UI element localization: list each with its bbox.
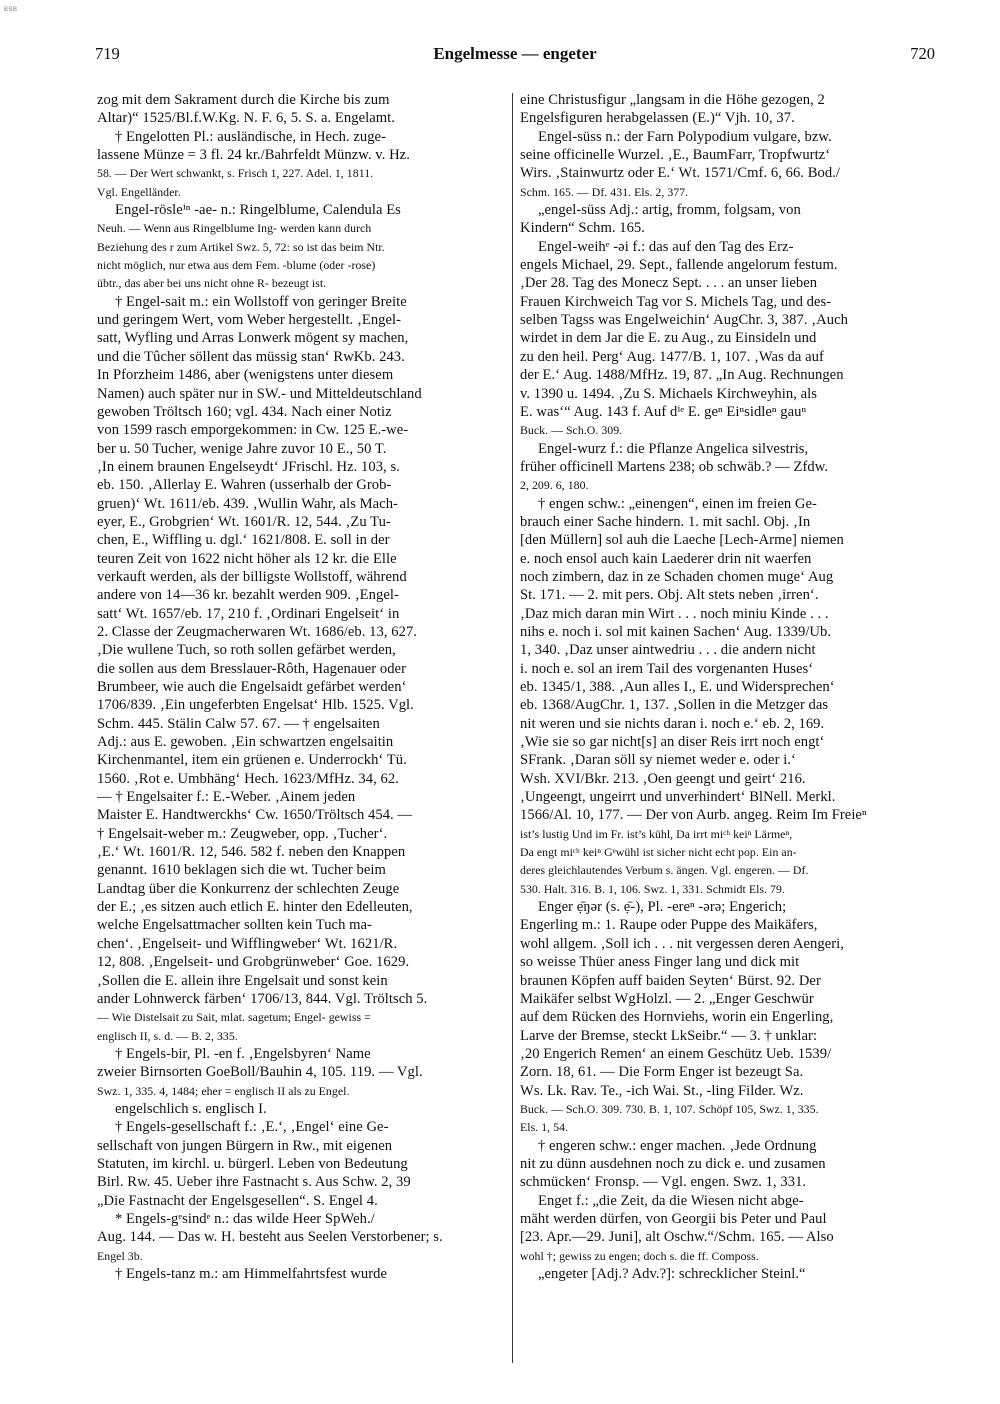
text-line: nit zu dünn ausdehnen noch zu dick e. und zusamen [520,1155,826,1172]
text-line: † Engels-tanz m.: am Himmelfahrtsfest wurde [115,1266,388,1282]
text-line: Adj.: aus E. gewoben. ‚Ein schwartzen engelsaitin [97,734,394,751]
text-line: Engerling m.: 1. Raupe oder Puppe des Maikäfers, [520,917,818,934]
text-line: nit weren und sie nichts daran i. noch e.‘ eb. 2, 169. [520,715,825,732]
text-line: Engel-weihᵉ -əi f.: das auf den Tag des Erz- [538,238,794,255]
text-line: mäht werden dürfen, von Georgii bis Peter und Paul [520,1210,827,1227]
text-line: gruen)‘ Wt. 1611/eb. 439. ‚Wullin Wahr, als Mach- [97,495,398,512]
text-line: ‚20 Engerich Remen‘ an einem Geschütz Ueb. 1539/ [520,1045,832,1062]
text-line: und die Tûcher söllent das müssig stan‘ RwKb. 243. [97,348,405,365]
text-line: Beziehung des r zum Artikel Swz. 5, 72: so ist das beim Ntr. [97,239,385,254]
text-line: teuren Zeit von 1622 nicht höher als 12 kr. die Elle [97,550,397,567]
text-line: 1, 340. ‚Daz unser aintwedriu . . . die andern nicht [520,642,816,659]
text-line: [den Müllern] sol auh die Laeche [Lech-Arme] niemen [520,532,844,549]
text-line: Aug. 144. — Das w. H. besteht aus Seelen Verstorbener; s. [97,1229,443,1246]
text-line: Swz. 1, 335. 4, 1484; eher = englisch II als zu Engel. [97,1083,350,1098]
text-line: e. noch ensol auch kain Laederer drin nit waerfen [520,550,812,567]
text-line: Wsh. XVI/Bkr. 213. ‚Oen geengt und geirt‘ 216. [520,770,806,787]
text-line: Namen) auch später nur in SW.- und Mitteldeutschland [97,385,422,402]
text-line: lassene Münze = 3 fl. 24 kr./Bahrfeldt Münzw. v. Hz. [97,147,410,164]
text-line: † Engels-bir, Pl. -en f. ‚Engelsbyren‘ Name [115,1045,371,1062]
text-line: „Die Fastnacht der Engelsgesellen“. S. Engel 4. [97,1192,378,1209]
text-line: Schm. 165. — Df. 431. Els. 2, 377. [520,184,689,199]
text-line: Kindern“ Schm. 165. [520,220,645,237]
text-line: † Engelotten Pl.: ausländische, in Hech. zuge- [115,128,386,145]
text-line: 2. Classe der Zeugmacherwaren Wt. 1686/eb. 13, 627. [97,623,418,640]
text-line: wohl †; gewiss zu engen; doch s. die ff. Composs. [520,1248,759,1263]
text-line: Altar)“ 1525/Bl.f.W.Kg. N. F. 6, 5. S. a. Engelamt. [97,110,395,127]
text-line: * Engels-gᵉsindᵉ n.: das wilde Heer SpWeh./ [115,1210,375,1227]
text-line: — Wie Distelsait zu Sait, mlat. sagetum; Engel- gewiss = [97,1010,371,1025]
text-line: und geringem Wert, vom Weber hergestellt. ‚Engel- [97,312,402,329]
text-line: eyer, E., Grobgrien‘ Wt. 1601/R. 12, 544. ‚Zu Tu- [97,513,391,530]
text-line: übtr., das aber bei uns nicht ohne R- bezeugt ist. [97,276,327,291]
page-number-right: 720 [910,44,935,63]
text-line: braunen Köpfen auff baiden Seyten‘ Bürst. 92. Der [520,972,821,989]
text-line: 1566/Al. 10, 177. — Der von Aurb. angeg. Reim Im Freieⁿ [520,807,867,824]
text-line: früher officinell Martens 238; ob schwäb.? — Zfdw. [520,458,829,475]
text-line: ‚Wie sie so gar nicht[s] an diser Reis irrt noch engt‘ [520,734,825,751]
text-line: [23. Apr.—29. Juni], alt Oschw.“/Schm. 165. — Also [520,1229,834,1246]
text-line: die sollen aus dem Bresslauer-Rôth, Hagenauer oder [97,660,406,677]
text-line: 1706/839. ‚Ein ungeferbten Engelsat‘ Hlb. 1525. Vgl. [97,697,414,714]
text-line: welche Engelsattmacher sollten kein Tuch ma- [97,917,372,934]
text-line: satt, Wyfling und Arras Lonwerk mögent sy machen, [97,330,409,347]
text-line: eine Christusfigur „langsam in die Höhe gezogen, 2 [520,92,825,108]
text-line: Wirs. ‚Stainwurtz oder E.‘ Wt. 1571/Cmf. 6, 66. Bod./ [520,165,840,182]
text-line: eb. 1345/1, 388. ‚Aun alles I., E. und Widersprechen‘ [520,679,835,695]
text-line: Vgl. Engelländer. [97,184,181,199]
text-line: † Engels-gesellschaft f.: ‚E.‘, ‚Engel‘ eine Ge- [115,1119,389,1136]
text-line: Larve der Bremse, steckt LkSeibr.“ — 3. † unklar: [520,1027,818,1044]
text-line: eb. 150. ‚Allerlay E. Wahren (usserhalb der Grob- [97,477,392,494]
text-line: seine officinelle Wurzel. ‚E., BaumFarr, Tropfwurtz‘ [520,147,831,164]
text-line: ‚Die wullene Tuch, so roth sollen gefärbet werden, [97,642,396,659]
text-line: In Pforzheim 1486, aber (wenigstens unter diesem [97,367,394,384]
text-line: der E.; ‚es sitzen auch etlich E. hinter den Edelleuten, [97,899,413,916]
text-line: Buck. — Sch.O. 309. 730. B. 1, 107. Schöpf 105, Swz. 1, 335. [520,1101,819,1116]
text-line: nihs e. noch i. sol mit kainen Sachen‘ Aug. 1339/Ub. [520,623,832,640]
text-line: Ws. Lk. Rav. Te., -ich Wai. St., -ling Filder. Wz. [520,1082,804,1099]
text-line: † Engel-sait m.: ein Wollstoff von geringer Breite [115,293,407,310]
text-line: Engel-wurz f.: die Pflanze Angelica silvestris, [538,440,809,457]
text-line: Els. 1, 54. [520,1120,569,1135]
text-line: Landtag über die Konkurrenz der schlechten Zeuge [97,880,400,897]
text-line: 1560. ‚Rot e. Umbhäng‘ Hech. 1623/MfHz. 34, 62. [97,770,399,787]
page-number-left: 719 [95,44,120,63]
text-line: † Engelsait-weber m.: Zeugweber, opp. ‚Tucher‘. [97,825,388,842]
text-line: ‚Daz mich daran min Wirt . . . noch miniu Kinde . . . [520,605,829,622]
text-line: ber u. 50 Tucher, wenige Jahre zuvor 10 E., 50 T. [97,440,387,457]
text-line: genannt. 1610 beklagen sich die wt. Tucher beim [97,862,386,879]
text-line: „engel-süss Adj.: artig, fromm, folgsam, von [538,202,801,219]
text-line: ander Lohnwerck färben‘ 1706/13, 844. Vgl. Tröltsch 5. [97,990,428,1007]
text-line: St. 171. — 2. mit pers. Obj. Alt stets neben ‚irren‘. [520,587,819,604]
text-line: i. noch e. sol an irem Tail des vorgenanten Huses‘ [520,660,814,677]
text-line: nicht möglich, nur etwa aus dem Fem. -blume (oder -rose) [97,258,376,273]
page-header [95,44,935,68]
text-line: 2, 209. 6, 180. [520,478,589,493]
text-line: ist’s lustig Und im Fr. ist’s kühl, Da irrt miᶜʰ keiⁿ Lärmeⁿ, [520,826,793,841]
text-line: 530. Halt. 316. B. 1, 106. Swz. 1, 331. Schmidt Els. 79. [520,881,785,896]
text-line: noch zimbern, daz in ze Schaden chomen muge‘ Aug [520,568,834,585]
text-line: Kirchenmantel, item ein grüenen e. Underrockh‘ Tü. [97,752,407,769]
text-line: Enget f.: „die Zeit, da die Wiesen nicht abge- [538,1192,804,1209]
text-line: Frauen Kirchweich Tag vor S. Michels Tag, und des- [520,293,832,310]
text-line: Buck. — Sch.O. 309. [520,423,623,438]
text-line: ‚Der 28. Tag des Monecz Sept. . . . an unser lieben [520,275,818,292]
text-line: ‚Ungeengt, ungeirrt und unverhindert‘ BlNell. Merkl. [520,789,836,806]
text-line: Engel-süss n.: der Farn Polypodium vulgare, bzw. [538,128,832,145]
text-line: eb. 1368/AugChr. 1, 137. ‚Sollen in die Metzger das [520,697,829,714]
text-line: Maister E. Handtwerckhs‘ Cw. 1650/Tröltsch 454. — [97,807,413,824]
text-line: 12, 808. ‚Engelseit- und Grobgrünweber‘ Goe. 1629. [97,954,410,971]
text-line: der E.‘ Aug. 1488/MfHz. 19, 87. „In Aug. Rechnungen [520,367,844,384]
text-line: † engen schw.: „einengen“, einen im freien Ge- [538,495,817,512]
text-line: gewoben Tröltsch 160; vgl. 434. Nach einer Notiz [97,403,392,420]
text-line: E. was‘“ Aug. 143 f. Auf dⁱᵉ E. geⁿ Eiⁿsidleⁿ gauⁿ [520,403,807,420]
text-line: Birl. Rw. 45. Ueber ihre Fastnacht s. Aus Schw. 2, 39 [97,1174,411,1191]
text-line: — † Engelsaiter f.: E.-Weber. ‚Ainem jeden [97,789,356,806]
text-line: v. 1390 u. 1494. ‚Zu S. Michaels Kirchweyhin, als [520,385,817,402]
text-line: zu den heil. Perg‘ Aug. 1477/B. 1, 107. ‚Was da auf [520,348,824,365]
text-line: so weisse Thüer aness Finger lang und dick mit [520,954,800,971]
text-line: zog mit dem Sakrament durch die Kirche bis zum [97,92,390,108]
text-line: Schm. 445. Stälin Calw 57. 67. — † engelsaiten [97,715,380,732]
text-line: auf dem Rücken des Hornviehs, worin ein Engerling, [520,1009,834,1026]
text-line: 58. — Der Wert schwankt, s. Frisch 1, 227. Adel. 1, 1811. [97,166,374,181]
text-line: Enger ẹ̄ŋər (s. ẹ̄-), Pl. -ereⁿ -ərə; Engerich; [538,899,787,916]
text-line: wohl allgem. ‚Soll ich . . . nit vergessen deren Aengeri, [520,935,844,952]
left-column [97,91,503,1381]
text-line: englisch II, s. d. — B. 2, 335. [97,1028,238,1043]
text-line: ‚In einem braunen Engelseydt‘ JFrischl. Hz. 103, s. [97,458,400,475]
text-line: Engelsfiguren herabgelassen (E.)“ Vjh. 10, 37. [520,110,795,127]
text-line: engelschlich s. englisch I. [115,1100,267,1117]
text-line: ‚E.‘ Wt. 1601/R. 12, 546. 582 f. neben den Knappen [97,844,406,861]
text-line: sellschaft von jungen Bürgern in Rw., mit eigenen [97,1137,393,1154]
text-line: Engel-rösleⁱⁿ -ae- n.: Ringelblume, Calendula Es [115,202,401,219]
text-line: engels Michael, 29. Sept., fallende angelorum festum. [520,257,838,274]
text-line: Engel 3b. [97,1248,143,1263]
text-line: andere von 14—36 kr. bezahlt werden 909. ‚Engel- [97,587,399,604]
text-line: Zorn. 18, 61. — Die Form Enger ist bezeugt Sa. [520,1064,804,1081]
text-line: Brumbeer, wie auch die Engelsaidt gefärbet werden‘ [97,679,407,695]
text-line: von 1599 rasch emporgekommen: in Cw. 125 E.-we- [97,422,409,439]
text-line: verkauft werden, als der billigste Wollstoff, während [97,568,407,585]
text-line: Neuh. — Wenn aus Ringelblume Ing- werden kann durch [97,221,372,236]
text-line: Da engt miᶜʰ keiⁿ Gᵉwühl ist sicher nicht echt pop. Ein an- [520,845,797,860]
text-line: Maikäfer selbst WgHolzl. — 2. „Enger Geschwür [520,990,814,1007]
text-line: satt‘ Wt. 1657/eb. 17, 210 f. ‚Ordinari Engelseit‘ in [97,605,400,622]
text-line: „engeter [Adj.? Adv.?]: schrecklicher Steinl.“ [538,1266,806,1282]
text-line: chen‘. ‚Engelseit- und Wifflingweber‘ Wt. 1621/R. [97,935,398,952]
page-title: Engelmesse — engeter [433,44,597,63]
library-stamp: BSB [4,7,18,13]
text-line: † engeren schw.: enger machen. ‚Jede Ordnung [538,1137,817,1154]
text-line: SFrank. ‚Daran söll sy niemet weder e. oder i.‘ [520,752,796,769]
text-line: deres gleichlautendes Verbum s. ängen. Vgl. engeren. — Df. [520,863,809,878]
column-divider [512,93,513,1363]
text-line: Statuten, im kirchl. u. bürgerl. Leben von Bedeutung [97,1155,408,1172]
text-line: selben Tagss was Engelweichin‘ AugChr. 3, 387. ‚Auch [520,312,848,329]
text-line: zweier Birnsorten GoeBoll/Bauhin 4, 105. 119. — Vgl. [97,1064,423,1081]
text-line: wirdet in dem Jar die E. zu Aug., zu Einsideln und [520,330,817,347]
right-column [520,91,932,1381]
text-line: brauch einer Sache hindern. 1. mit sachl. Obj. ‚In [520,513,811,530]
text-line: ‚Sollen die E. allein ihre Engelsait und sonst kein [97,972,388,989]
text-line: schmücken‘ Fronsp. — Vgl. engen. Swz. 1, 331. [520,1174,807,1191]
text-line: chen, E., Wiffling u. dgl.‘ 1621/808. E. soll in der [97,532,390,549]
